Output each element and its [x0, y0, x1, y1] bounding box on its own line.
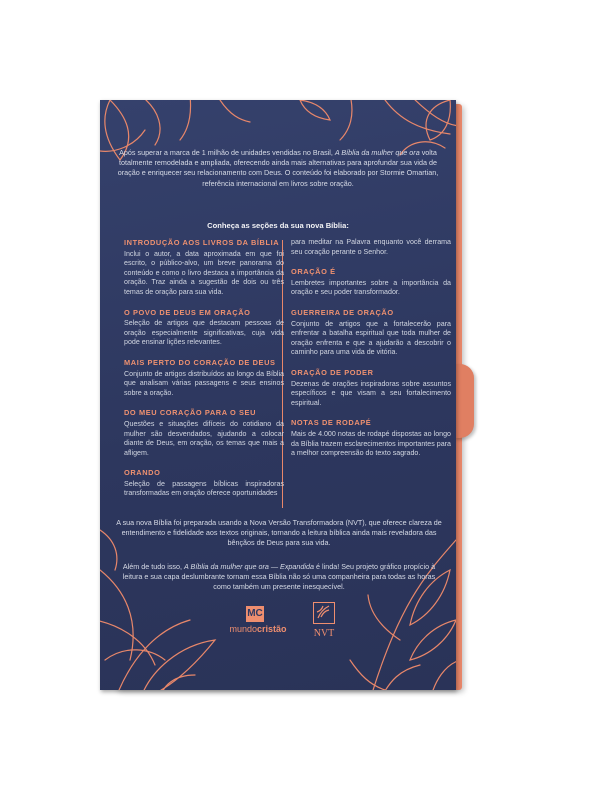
- section-orando: [124, 468, 284, 499]
- slipcase-thumb-tab: [454, 364, 474, 438]
- closing-text-2: é linda! Seu projeto gráfico propício à leitura e sua capa deslumbrante tornam essa Bíblia não só uma companheira para todas as horas como também um presente inesquecível.: [122, 562, 436, 592]
- intro-book-title: A Bíblia da mulher que ora: [334, 148, 420, 157]
- intro-text-2: volta totalmente remodelada e ampliada, oferecendo ainda mais alternativas para aprofundar sua vida de oração e enriquecer seu relacionamento com Deus. O conteúdo foi elaborado por Stormie Omartian, referência internacional em livros sobre oração.: [117, 148, 439, 188]
- mc-mark: MC: [246, 606, 264, 622]
- section-title: INTRODUÇÃO AOS LIVROS DA BÍBLIA: [124, 238, 280, 247]
- section-title: GUERREIRA DE ORAÇÃO: [291, 307, 394, 317]
- section-guerreira: [291, 308, 451, 358]
- section-title: MAIS PERTO DO CORAÇÃO DE DEUS: [124, 357, 276, 367]
- section-title: DO MEU CORAÇÃO PARA O SEU: [124, 408, 257, 418]
- mc-wordmark: [224, 624, 292, 634]
- sections-heading: Conheça as seções da sua nova Bíblia:: [207, 221, 349, 230]
- section-mais-perto: [124, 358, 284, 398]
- closing-text-1: Além de tudo isso,: [122, 562, 185, 571]
- mc-word-light: mundo: [229, 624, 257, 634]
- nvt-paragraph: A sua nova Bíblia foi preparada usando a Nova Versão Transformadora (NVT), que oferece clareza de entendimento e fidelidade aos textos originais, tornando a leitura bíblica ainda mais reveladora das bênçãos de Deus para sua vida.: [116, 518, 442, 548]
- section-title: NOTAS DE RODAPÉ: [291, 418, 372, 428]
- intro-text-1: Após superar a marca de 1 milhão de unidades vendidas no Brasil,: [119, 148, 335, 157]
- mc-word-bold: cristão: [257, 624, 287, 634]
- mundo-cristao-logo: [224, 606, 292, 642]
- section-do-meu-coracao: [124, 408, 284, 458]
- nvt-wordmark: NVT: [313, 628, 335, 639]
- section-notas-de-rodape: [291, 418, 451, 458]
- section-body: Dezenas de orações inspiradoras sobre assuntos específicos e que visam a seu fortalecimento espiritual.: [291, 379, 451, 407]
- intro-paragraph: [114, 148, 442, 189]
- closing-paragraph: [114, 562, 444, 593]
- nvt-emblem-icon: [313, 602, 335, 624]
- section-title: ORAÇÃO DE PODER: [291, 367, 374, 377]
- section-oracao-e: [291, 267, 451, 298]
- orando-continuation: para meditar na Palavra enquanto você derrama seu coração perante o Senhor.: [291, 238, 451, 256]
- section-title: ORAÇÃO É: [291, 267, 336, 277]
- section-povo-de-deus: [124, 308, 284, 348]
- section-body: Conjunto de artigos que a fortalecerão para enfrentar a batalha espiritual que toda mulher de oração enfrenta e que a ajudarão a descobrir o caminho para uma vida de vitória.: [291, 319, 451, 357]
- section-title: ORANDO: [124, 468, 161, 478]
- section-body: Lembretes importantes sobre a importância da oração e seu poder transformador.: [291, 278, 451, 297]
- section-oracao-de-poder: [291, 368, 451, 408]
- closing-book-title: A Bíblia da mulher que ora — Expandida: [184, 562, 315, 571]
- section-title: O POVO DE DEUS EM ORAÇÃO: [124, 307, 251, 317]
- section-body: Conjunto de artigos distribuídos ao longo da Bíblia que analisam várias passagens e seus ensinos sobre a oração.: [124, 369, 284, 397]
- nvt-logo: [310, 602, 338, 642]
- section-body: Inclui o autor, a data aproximada em que foi escrito, o público-alvo, um breve panorama do conteúdo e como o livro destaca a importância da oração. Traz ainda a sugestão de dois ou três temas de oração para sua vida.: [124, 249, 284, 296]
- section-body: Seleção de passagens bíblicas inspiradoras transformadas em oração oferece oportunidades: [124, 479, 284, 498]
- section-body: Seleção de artigos que destacam pessoas de oração especialmente significativas, cuja vida pode ensinar lições relevantes.: [124, 319, 284, 347]
- section-body: Questões e situações difíceis do cotidiano da mulher são desvendados, ajudando a colocar diante de Deus, em oração, os temas que mais a afligem.: [124, 419, 284, 457]
- right-column: [291, 238, 451, 469]
- section-intro-livros: [124, 238, 284, 298]
- left-column: [124, 238, 284, 509]
- section-body: Mais de 4.000 notas de rodapé dispostas ao longo da Bíblia trazem esclarecimentos importantes para a melhor compreensão do texto sagrado.: [291, 429, 451, 458]
- book-back-cover: [100, 100, 456, 690]
